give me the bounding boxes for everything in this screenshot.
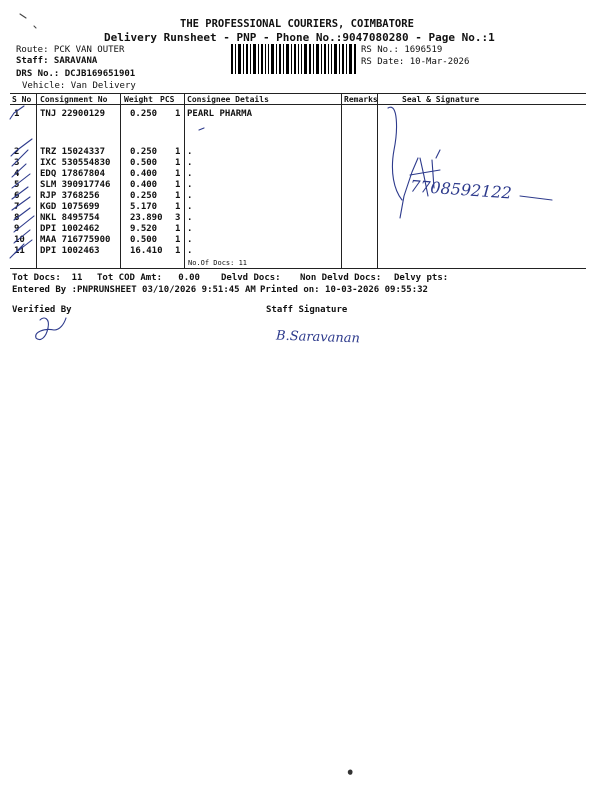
printed-on: Printed on: 10-03-2026 09:55:32 [260,285,428,295]
staff-signature-handwritten: B.Saravanan [275,328,361,347]
no-of-docs: No.Of Docs: 11 [188,259,248,267]
row-pcs: 1 [175,235,181,245]
row-consignment: NKL 8495754 [40,213,100,223]
row-consignment: TRZ 15024337 [40,147,106,157]
row-weight: 23.890 [130,213,163,223]
company-title: THE PROFESSIONAL COURIERS, COIMBATORE [180,18,414,30]
delvy-pts: Delvy pts: [394,273,449,283]
row-consignee: . [187,158,193,168]
row-consignee: PEARL PHARMA [187,109,253,119]
row-weight: 16.410 [130,246,163,256]
row-weight: 0.400 [130,169,158,179]
row-pcs: 1 [175,246,181,256]
staff-signature-label: Staff Signature [266,305,348,315]
rs-date: RS Date: 10-Mar-2026 [361,57,470,67]
tick-mark-icon [10,106,24,119]
row-consignment: IXC 530554830 [40,158,111,168]
non-delvd-docs: Non Delvd Docs: [300,273,382,283]
row-consignee: . [187,191,193,201]
row-pcs: 3 [175,213,181,223]
tick-mark-icon [14,230,30,243]
col-header-seal: Seal & Signature [402,95,480,104]
row-sno: 5 [14,180,20,190]
row-consignment: RJP 3768256 [40,191,100,201]
row-consignee: . [187,169,193,179]
row-consignment: TNJ 22900129 [40,109,106,119]
receiver-signature-stroke [436,150,440,158]
stray-mark [348,770,353,775]
tick-mark-icon [12,187,28,199]
row-pcs: 1 [175,158,181,168]
row-consignment: KGD 1075699 [40,202,100,212]
row-sno: 11 [14,246,25,256]
verified-by-label: Verified By [12,305,72,315]
tick-mark-icon [12,197,30,210]
col-header-consignment: Consignment No [40,95,108,104]
row-weight: 0.500 [130,158,158,168]
row-sno: 1 [14,109,20,119]
tot-docs: Tot Docs: 11 [12,273,83,283]
row-weight: 0.250 [130,147,158,157]
row-consignee: . [187,224,193,234]
row-weight: 9.520 [130,224,158,234]
tick-mark-icon [10,244,24,258]
row-consignee: . [187,202,193,212]
tick-mark-icon [14,208,30,220]
row-pcs: 1 [175,180,181,190]
row-consignment: EDQ 17867804 [40,169,106,179]
row-consignee: . [187,235,193,245]
row-sno: 7 [14,202,20,212]
row-sno: 6 [14,191,20,201]
row-pcs: 1 [175,109,181,119]
tick-mark-icon [12,174,30,188]
row-sno: 4 [14,169,20,179]
row-consignee: . [187,180,193,190]
verified-signature-stroke [36,318,66,340]
row-consignment: MAA 716775900 [40,235,111,245]
row-consignment: DPI 1002462 [40,224,100,234]
tick-mark-icon [12,164,26,177]
row-consignee: . [187,213,193,223]
row-pcs: 1 [175,202,181,212]
row-pcs: 1 [175,191,181,201]
route-label: Route: PCK VAN OUTER [16,45,125,55]
receiver-signature-stroke [520,196,552,200]
vehicle-label: Vehicle: Van Delivery [22,81,136,91]
stray-mark [20,14,36,28]
row-sno: 9 [14,224,20,234]
drs-number: DRS No.: DCJB169651901 [16,69,136,79]
entered-by: Entered By :PNPRUNSHEET 03/10/2026 9:51:45 AM [12,285,256,295]
row-consignee: . [187,246,193,256]
row-sno: 3 [14,158,20,168]
staff-label: Staff: SARAVANA [16,56,98,66]
row-weight: 5.170 [130,202,158,212]
delvd-docs: Delvd Docs: [221,273,281,283]
row-weight: 0.250 [130,191,158,201]
col-header-remarks: Remarks [344,95,378,104]
tot-cod-amt: Tot COD Amt: 0.00 [97,273,200,283]
row-sno: 8 [14,213,20,223]
row-sno: 10 [14,235,25,245]
receiver-signature-stroke [388,107,402,200]
row-weight: 0.250 [130,109,158,119]
row-consignee: . [187,147,193,157]
row-weight: 0.500 [130,235,158,245]
col-header-weight: Weight [124,95,153,104]
row-pcs: 1 [175,224,181,234]
rs-number: RS No.: 1696519 [361,45,443,55]
tick-mark-icon [11,139,32,156]
col-header-sno: S No [12,95,32,104]
row-sno: 2 [14,147,20,157]
row-consignment: DPI 1002463 [40,246,100,256]
row-weight: 0.400 [130,180,158,190]
stray-mark [199,128,204,130]
row-pcs: 1 [175,147,181,157]
row-pcs: 1 [175,169,181,179]
runsheet-subtitle: Delivery Runsheet - PNP - Phone No.:9047080280 - Page No.:1 [104,31,495,44]
col-header-consignee: Consignee Details [187,95,269,104]
row-consignment: SLM 390917746 [40,180,111,190]
handwritten-phone: 7708592122 [409,176,513,203]
col-header-pcs: PCS [160,95,175,104]
